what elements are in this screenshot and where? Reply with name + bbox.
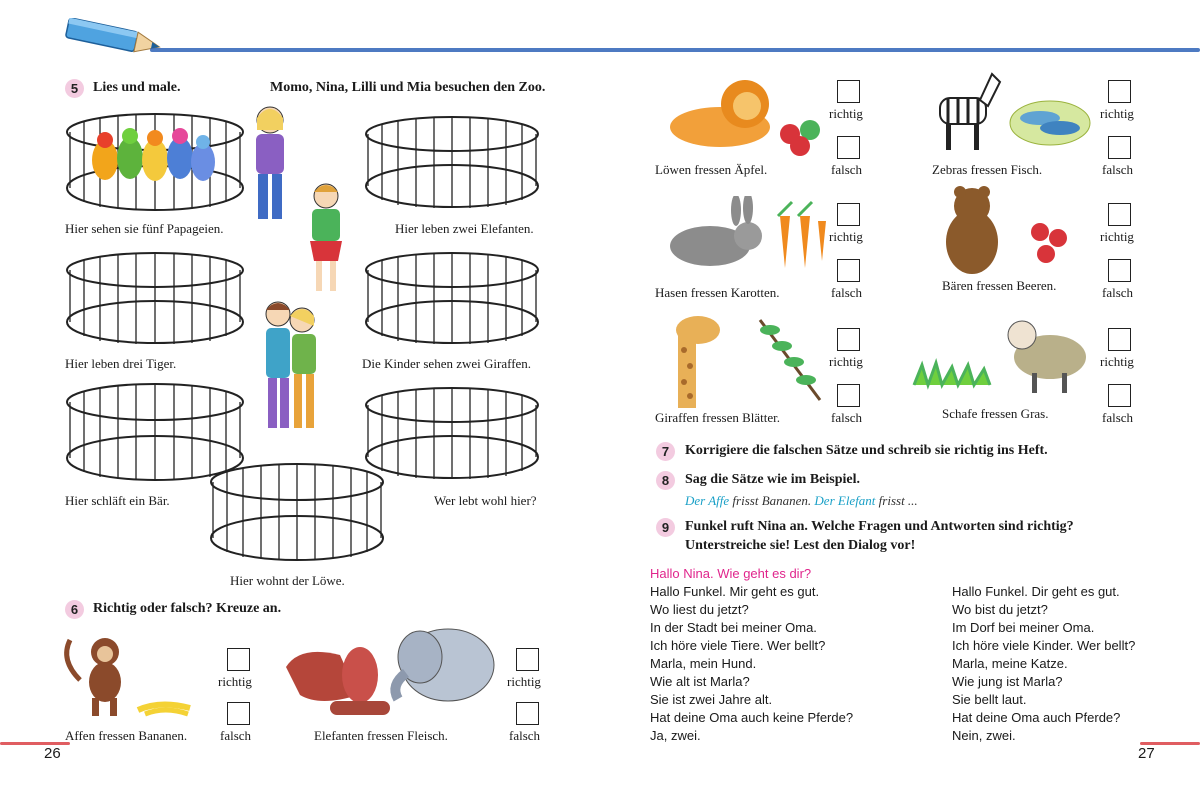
task-8-example [685,493,918,509]
rabbit-false-label: falsch [831,285,863,300]
dialog-right-line[interactable]: Hat deine Oma auch Pferde? [952,710,1121,725]
task-8-badge: 8 [656,471,675,490]
dialog-right-line[interactable]: Nein, zwei. [952,728,1016,743]
task-5-badge: 5 [65,79,84,98]
dialog-left-line[interactable]: Sie ist zwei Jahre alt. [650,692,773,707]
sheep-false-label: falsch [1102,410,1134,425]
bear-berries-icon [930,180,1100,280]
dialog-left-line[interactable]: Ich höre viele Tiere. Wer bellt? [650,638,826,653]
bear-true-checkbox[interactable] [1108,203,1131,226]
dialog-right-line[interactable]: Sie bellt laut. [952,692,1027,707]
monkey-true-label: richtig [218,674,252,689]
giraffe-false-checkbox[interactable] [837,384,860,407]
caption-bear: Hier schläft ein Bär. [65,493,170,508]
example-verb-2: frisst ... [878,493,918,508]
sentence-rabbit: Hasen fressen Karotten. [655,285,780,300]
parrots-icon [92,128,215,181]
caption-unknown: Wer lebt wohl hier? [434,493,537,508]
task-5-intro: Momo, Nina, Lilli und Mia besuchen den Zoo. [270,80,546,95]
task-7-title: Korrigiere die falschen Sätze und schreib sie richtig ins Heft. [685,443,1048,458]
lion-true-checkbox[interactable] [837,80,860,103]
dialog-left-line[interactable]: Hallo Funkel. Mir geht es gut. [650,584,820,599]
giraffe-true-checkbox[interactable] [837,328,860,351]
giraffe-true-label: richtig [829,354,863,369]
elephant-true-checkbox[interactable] [516,648,539,671]
task-9-title-line2: Unterstreiche sie! Lest den Dialog vor! [685,538,916,553]
bear-true-label: richtig [1100,229,1134,244]
task-9-badge: 9 [656,518,675,537]
dialog-left-line[interactable]: Ja, zwei. [650,728,701,743]
sentence-bear: Bären fressen Beeren. [942,278,1057,293]
task-6-badge: 6 [65,600,84,619]
child-nina-icon [296,176,356,306]
monkey-bananas-icon [50,630,200,720]
example-verb-1: frisst [732,493,759,508]
right-page-number: 27 [1138,745,1155,762]
dialog-right-line[interactable]: Ich höre viele Kinder. Wer bellt? [952,638,1136,653]
zebra-fish-icon [930,68,1100,158]
sentence-monkey: Affen fressen Bananen. [65,728,188,743]
dialog-right-line[interactable]: Im Dorf bei meiner Oma. [952,620,1095,635]
task-7-badge: 7 [656,442,675,461]
dialog-right-line[interactable]: Hallo Funkel. Dir geht es gut. [952,584,1120,599]
monkey-false-checkbox[interactable] [227,702,250,725]
elephant-meat-icon [280,615,500,725]
example-subject-1: Der Affe [685,493,730,508]
task-9-title-line1: Funkel ruft Nina an. Welche Fragen und Antworten sind richtig? [685,519,1074,534]
monkey-false-label: falsch [220,728,252,743]
lion-true-label: richtig [829,106,863,121]
rabbit-carrots-icon [650,196,830,276]
sheep-true-label: richtig [1100,354,1134,369]
caption-tigers: Hier leben drei Tiger. [65,356,177,371]
dialog-greeting: Hallo Nina. Wie geht es dir? [650,566,812,581]
elephant-true-label: richtig [507,674,541,689]
lion-false-checkbox[interactable] [837,136,860,159]
sentence-lion: Löwen fressen Äpfel. [655,162,768,177]
rabbit-false-checkbox[interactable] [837,259,860,282]
rabbit-true-label: richtig [829,229,863,244]
caption-lion: Hier wohnt der Löwe. [230,573,345,588]
left-page-number: 26 [44,745,61,762]
dialog-left-line[interactable]: Marla, mein Hund. [650,656,757,671]
cage-giraffes[interactable] [360,248,545,348]
elephant-false-checkbox[interactable] [516,702,539,725]
dialog-right-line[interactable]: Wo bist du jetzt? [952,602,1048,617]
dialog-left-line[interactable]: Hat deine Oma auch keine Pferde? [650,710,854,725]
cage-elephants[interactable] [360,112,545,212]
bear-false-checkbox[interactable] [1108,259,1131,282]
zebra-true-checkbox[interactable] [1108,80,1131,103]
giraffe-leaves-icon [650,300,830,410]
example-subject-2: Der Elefant [814,493,876,508]
task-8-title: Sag die Sätze wie im Beispiel. [685,472,860,487]
dialog-right-line[interactable]: Marla, meine Katze. [952,656,1068,671]
dialog-left-line[interactable]: Wo liest du jetzt? [650,602,749,617]
caption-elephants: Hier leben zwei Elefanten. [395,221,534,236]
right-page [600,0,1200,807]
dialog-left-line[interactable]: In der Stadt bei meiner Oma. [650,620,817,635]
cage-tigers[interactable] [60,248,250,348]
example-object-1: Bananen. [761,493,812,508]
children-lilli-mia-icon [250,292,330,442]
monkey-true-checkbox[interactable] [227,648,250,671]
sentence-sheep: Schafe fressen Gras. [942,406,1049,421]
zebra-false-label: falsch [1102,162,1134,177]
elephant-false-label: falsch [509,728,541,743]
cage-lion[interactable] [205,460,390,565]
task-5-title: Lies und male. [93,80,181,95]
task-6-title: Richtig oder falsch? Kreuze an. [93,601,282,616]
lion-false-label: falsch [831,162,863,177]
sheep-false-checkbox[interactable] [1108,384,1131,407]
sheep-grass-icon [910,305,1100,400]
sentence-elephant: Elefanten fressen Fleisch. [314,728,448,743]
giraffe-false-label: falsch [831,410,863,425]
bear-false-label: falsch [1102,285,1134,300]
caption-parrots: Hier sehen sie fünf Papageien. [65,221,224,236]
lion-apples-icon [650,72,830,162]
child-momo-icon [240,100,300,230]
cage-parrots[interactable] [60,110,250,215]
dialog-left-line[interactable]: Wie alt ist Marla? [650,674,750,689]
rabbit-true-checkbox[interactable] [837,203,860,226]
sentence-zebra: Zebras fressen Fisch. [932,162,1043,177]
dialog-right-line[interactable]: Wie jung ist Marla? [952,674,1063,689]
caption-giraffes: Die Kinder sehen zwei Giraffen. [362,356,532,371]
zebra-false-checkbox[interactable] [1108,136,1131,159]
sentence-giraffe: Giraffen fressen Blätter. [655,410,781,425]
zebra-true-label: richtig [1100,106,1134,121]
sheep-true-checkbox[interactable] [1108,328,1131,351]
